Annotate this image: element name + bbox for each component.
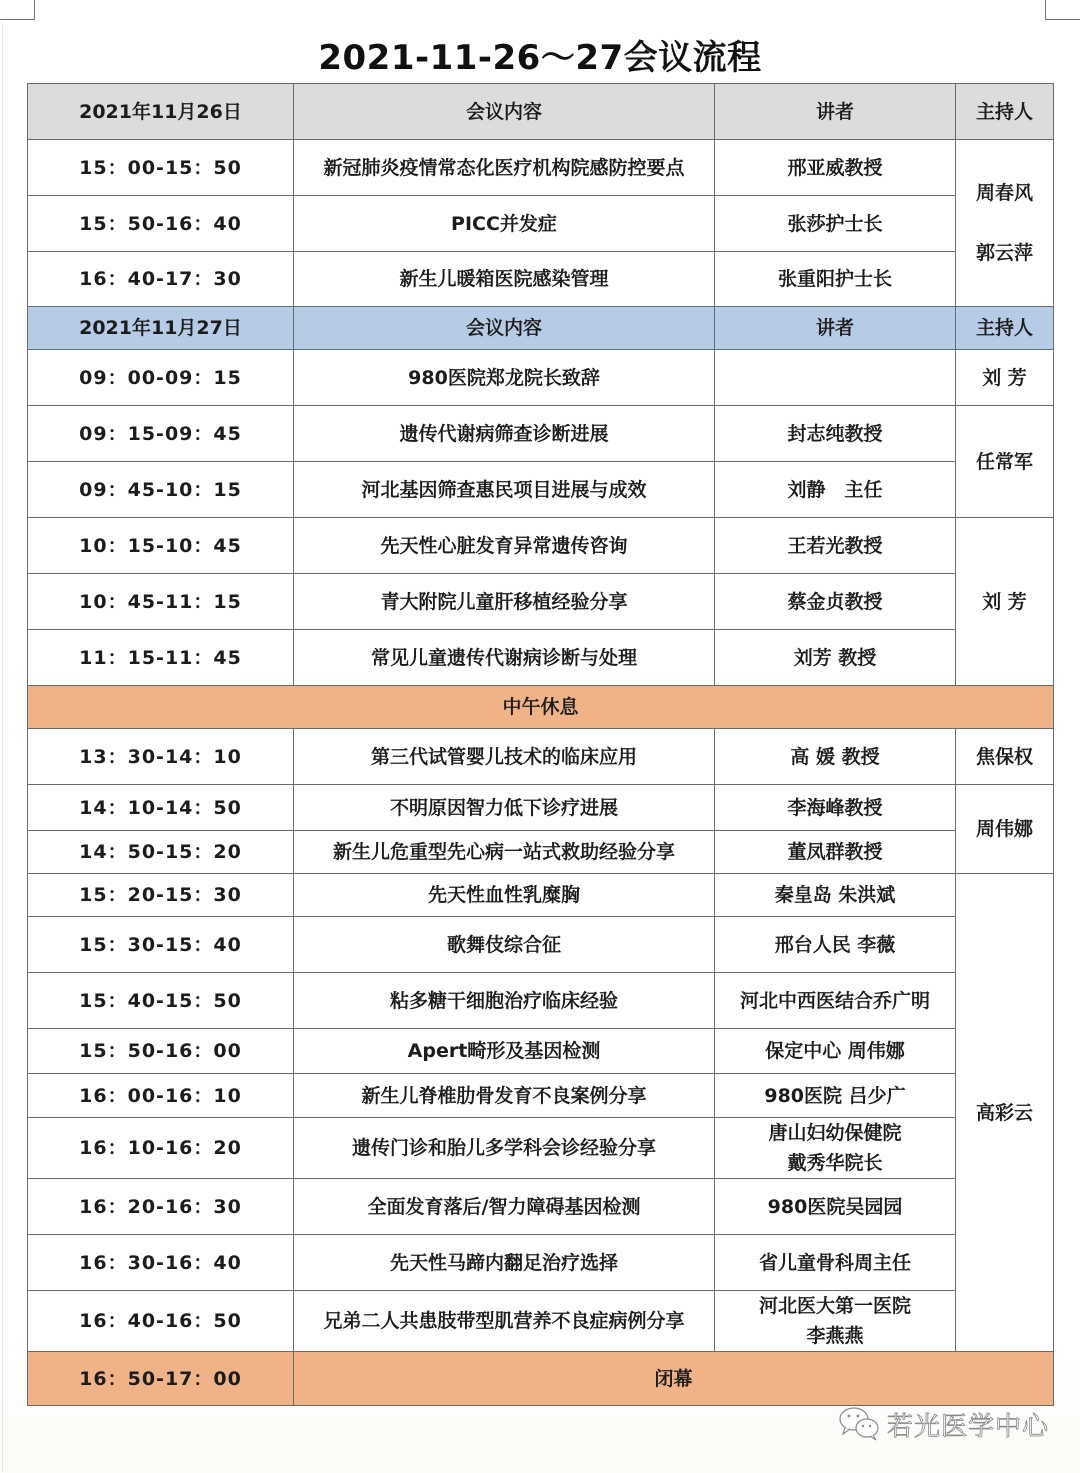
session-time: 11：15-11：45 [28,630,294,686]
session-speaker: 蔡金贞教授 [715,574,956,630]
table-row [28,574,1054,630]
table-row [28,518,1054,574]
header-topic: 会议内容 [294,84,715,140]
table-row [28,973,1054,1029]
table-row [28,1235,1054,1291]
watermark [837,1404,1049,1444]
session-speaker: 保定中心 周伟娜 [715,1029,956,1074]
session-host: 高彩云 [956,874,1054,1352]
table-row [28,831,1054,874]
session-host: 刘 芳 [956,350,1054,406]
session-speaker: 张重阳护士长 [715,252,956,307]
table-row [28,1291,1054,1352]
table-row [28,140,1054,196]
session-topic: 新生儿暖箱医院感染管理 [294,252,715,307]
session-host: 焦保权 [956,729,1054,785]
session-topic: 新冠肺炎疫情常态化医疗机构院感防控要点 [294,140,715,196]
session-speaker: 王若光教授 [715,518,956,574]
host-name: 郭云萍 [975,242,1033,264]
session-host: 刘 芳 [956,518,1054,686]
header-host: 主持人 [956,307,1054,350]
crop-mark-top-right [1045,0,1080,20]
session-topic: 遗传代谢病筛查诊断进展 [294,406,715,462]
session-time: 14：50-15：20 [28,831,294,874]
page-edge [2,22,3,1472]
session-speaker: 980医院吴园园 [715,1179,956,1235]
session-time: 13：30-14：10 [28,729,294,785]
table-row [28,1029,1054,1074]
speaker-affiliation: 河北医大第一医院 [758,1295,911,1317]
session-speaker: 980医院 吕少广 [715,1074,956,1118]
speaker-name: 李燕燕 [806,1325,864,1347]
session-time: 09：15-09：45 [28,406,294,462]
session-topic: 980医院郑龙院长致辞 [294,350,715,406]
closing-row [28,1352,1054,1406]
session-host: 任常军 [956,406,1054,518]
session-topic: Apert畸形及基因检测 [294,1029,715,1074]
table-row [28,874,1054,917]
session-time: 16：30-16：40 [28,1235,294,1291]
session-speaker: 秦皇岛 朱洪斌 [715,874,956,917]
session-topic: 遗传门诊和胎儿多学科会诊经验分享 [294,1118,715,1179]
session-time: 16：10-16：20 [28,1118,294,1179]
session-topic: 第三代试管婴儿技术的临床应用 [294,729,715,785]
session-topic: 先天性心脏发育异常遗传咨询 [294,518,715,574]
session-time: 16：20-16：30 [28,1179,294,1235]
session-topic: 粘多糖干细胞治疗临床经验 [294,973,715,1029]
session-speaker: 封志纯教授 [715,406,956,462]
speaker-name: 戴秀华院长 [787,1152,883,1174]
session-host: 周伟娜 [956,785,1054,874]
session-time: 14：10-14：50 [28,785,294,831]
session-topic: 先天性血性乳糜胸 [294,874,715,917]
table-row [28,1179,1054,1235]
header-speaker: 讲者 [715,307,956,350]
page-title: 2021-11-26～27会议流程 [318,38,762,78]
agenda-table [27,83,1054,1406]
session-topic: 新生儿脊椎肋骨发育不良案例分享 [294,1074,715,1118]
session-time: 15：50-16：00 [28,1029,294,1074]
session-speaker: 张莎护士长 [715,196,956,252]
session-time: 09：00-09：15 [28,350,294,406]
table-row [28,630,1054,686]
session-speaker: 董凤群教授 [715,831,956,874]
session-speaker: 高 媛 教授 [715,729,956,785]
session-topic: 歌舞伎综合征 [294,917,715,973]
day2-header-row [28,307,1054,350]
session-topic: 常见儿童遗传代谢病诊断与处理 [294,630,715,686]
session-topic: PICC并发症 [294,196,715,252]
watermark-text: 若光医学中心 [887,1411,1050,1442]
session-speaker: 刘静 主任 [715,462,956,518]
session-time: 15：30-15：40 [28,917,294,973]
session-speaker: 刘芳 教授 [715,630,956,686]
session-time: 10：45-11：15 [28,574,294,630]
session-topic: 不明原因智力低下诊疗进展 [294,785,715,831]
session-time: 15：40-15：50 [28,973,294,1029]
session-speaker: 邢亚威教授 [715,140,956,196]
header-host: 主持人 [956,84,1054,140]
closing-label: 闭幕 [294,1352,1054,1406]
session-host [956,140,1054,307]
session-time: 16：00-16：10 [28,1074,294,1118]
session-topic: 河北基因筛查惠民项目进展与成效 [294,462,715,518]
session-time: 15：00-15：50 [28,140,294,196]
session-time: 09：45-10：15 [28,462,294,518]
table-row [28,917,1054,973]
table-row [28,196,1054,252]
table-row [28,785,1054,831]
header-topic: 会议内容 [294,307,715,350]
session-speaker [715,1118,956,1179]
wechat-icon [837,1404,883,1444]
table-row [28,252,1054,307]
session-topic: 全面发育落后/智力障碍基因检测 [294,1179,715,1235]
session-speaker: 邢台人民 李薇 [715,917,956,973]
crop-mark-top-left [0,0,35,20]
session-time: 16：40-17：30 [28,252,294,307]
header-date: 2021年11月26日 [28,84,294,140]
closing-time: 16：50-17：00 [28,1352,294,1406]
session-time: 15：50-16：40 [28,196,294,252]
table-row [28,1074,1054,1118]
table-row [28,729,1054,785]
header-date: 2021年11月27日 [28,307,294,350]
table-row [28,1118,1054,1179]
table-row [28,406,1054,462]
table-row [28,350,1054,406]
day1-header-row [28,84,1054,140]
speaker-affiliation: 唐山妇幼保健院 [768,1122,902,1144]
session-time: 10：15-10：45 [28,518,294,574]
session-time: 16：40-16：50 [28,1291,294,1352]
session-topic: 青大附院儿童肝移植经验分享 [294,574,715,630]
table-row [28,462,1054,518]
session-topic: 兄弟二人共患肢带型肌营养不良症病例分享 [294,1291,715,1352]
lunch-break-label: 中午休息 [28,686,1054,729]
session-topic: 先天性马蹄内翻足治疗选择 [294,1235,715,1291]
session-speaker [715,1291,956,1352]
header-speaker: 讲者 [715,84,956,140]
session-speaker: 省儿童骨科周主任 [715,1235,956,1291]
session-speaker [715,350,956,406]
session-speaker: 河北中西医结合乔广明 [715,973,956,1029]
lunch-break-row [28,686,1054,729]
session-topic: 新生儿危重型先心病一站式救助经验分享 [294,831,715,874]
host-name: 周春风 [975,182,1033,204]
session-speaker: 李海峰教授 [715,785,956,831]
session-time: 15：20-15：30 [28,874,294,917]
